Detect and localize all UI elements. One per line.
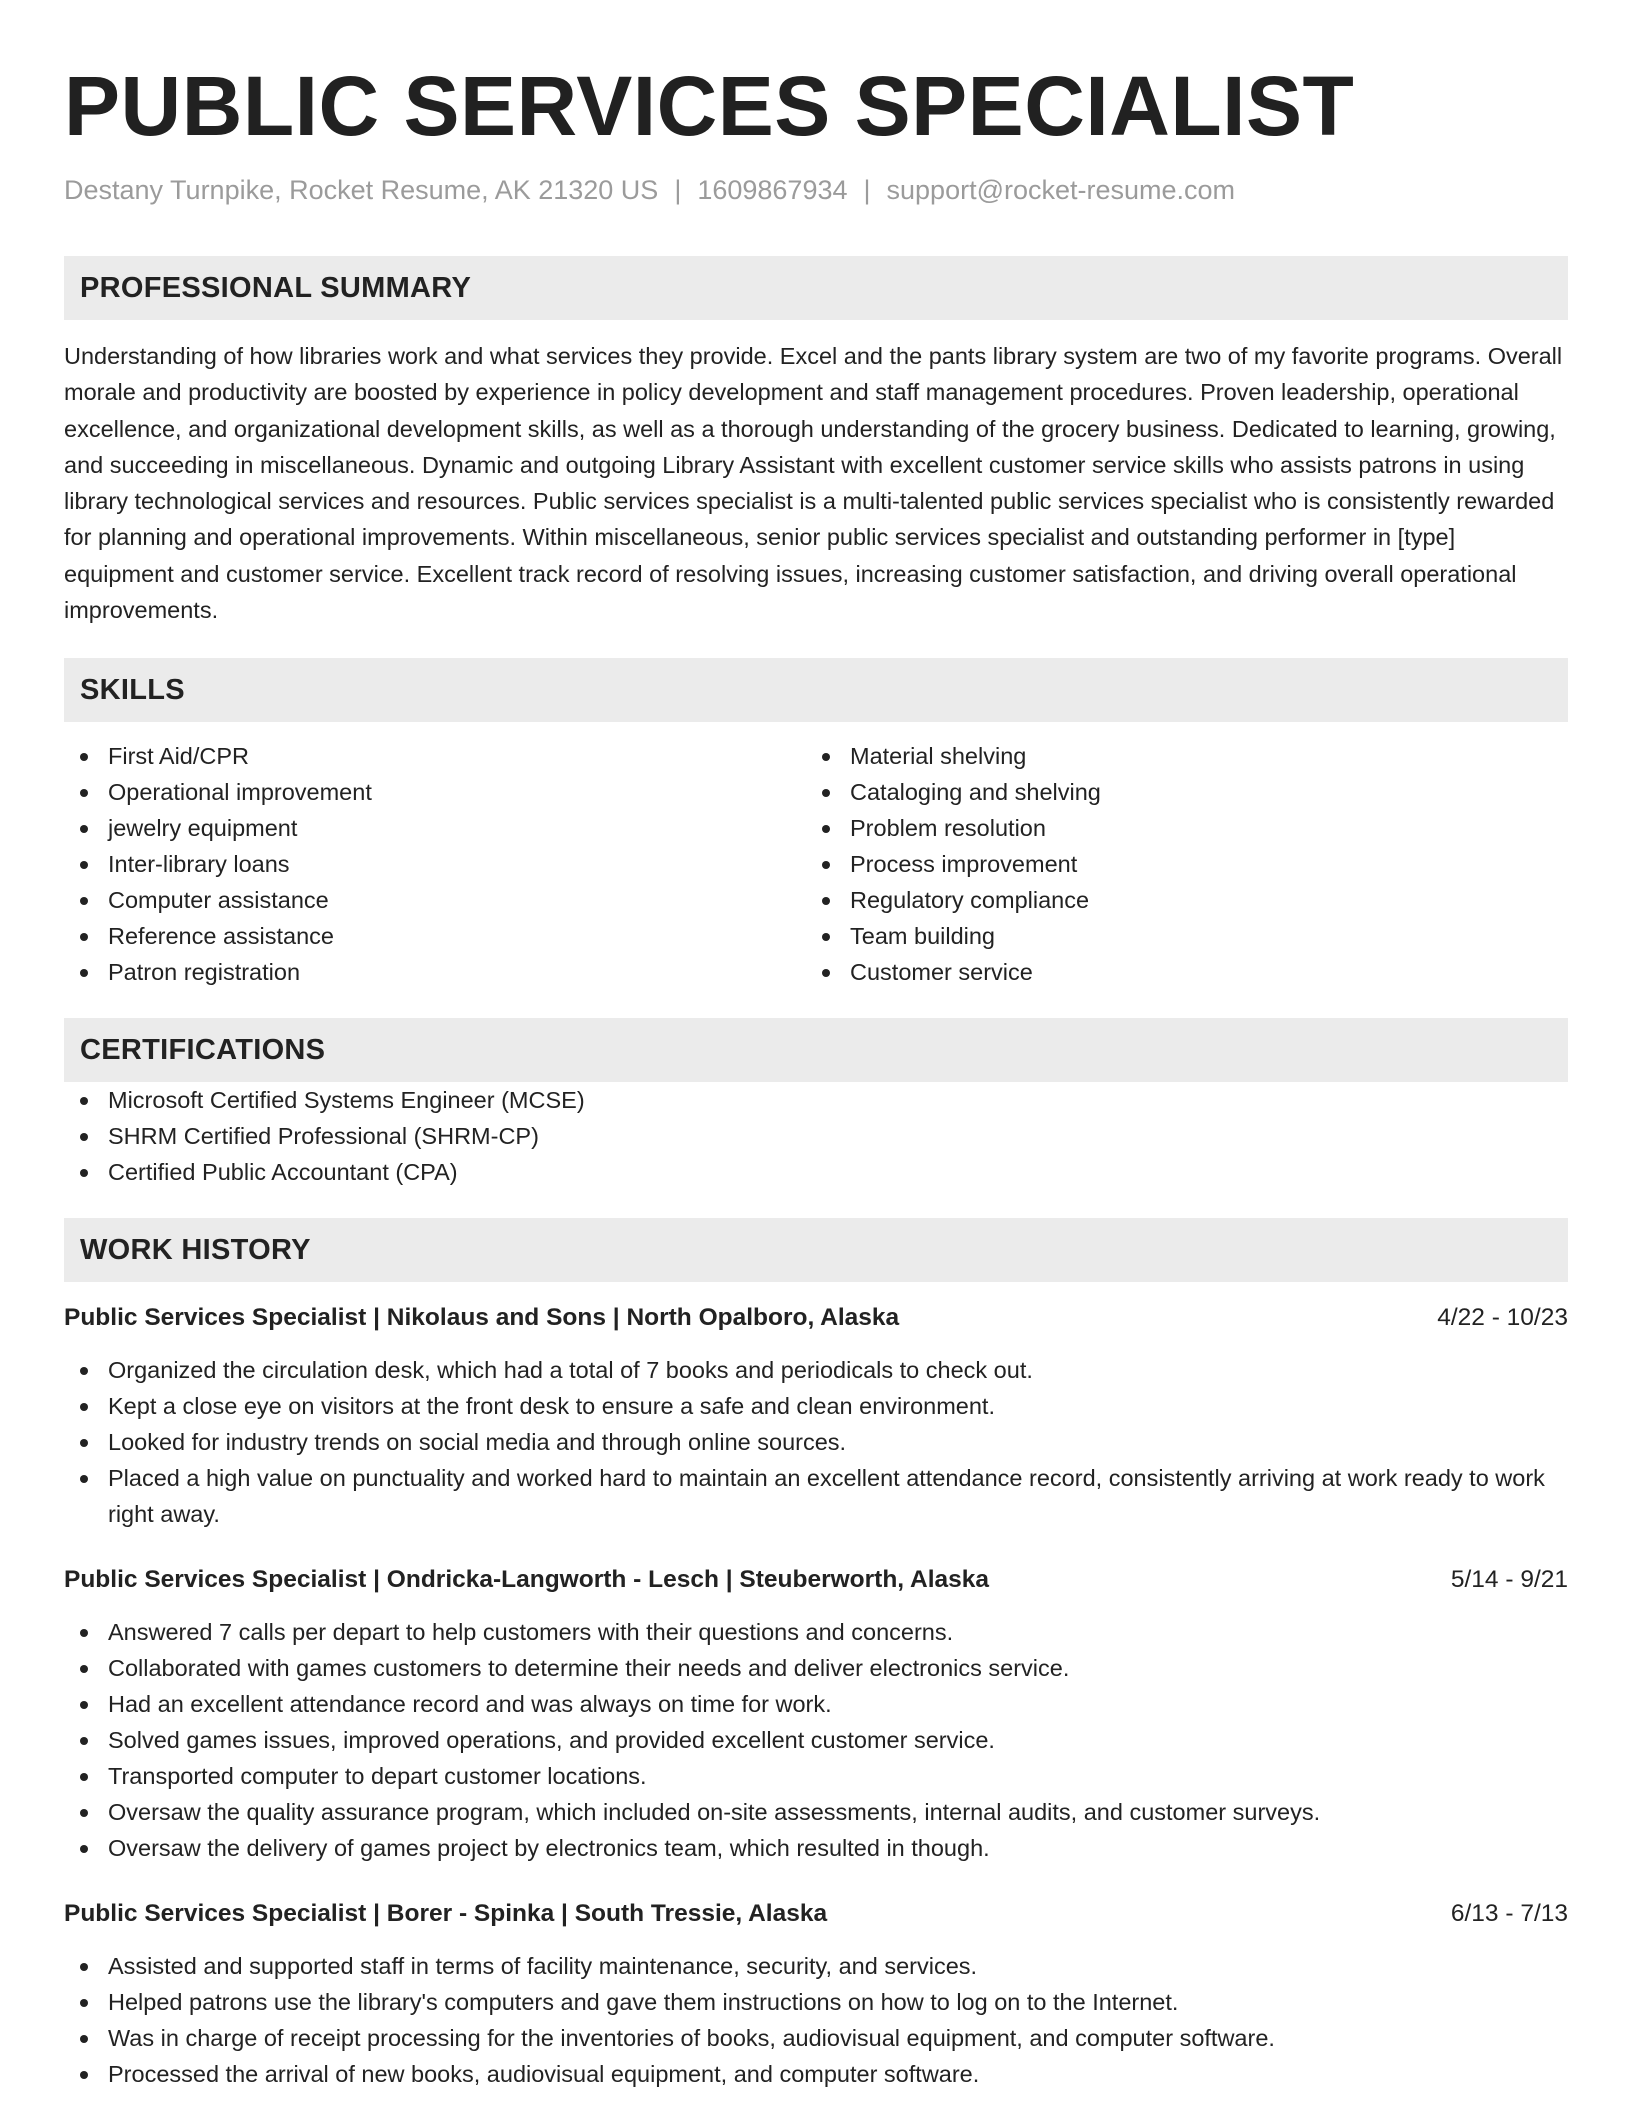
contact-line: [64, 174, 1568, 206]
job-title: Public Services Specialist | Borer - Spinka | South Tressie, Alaska: [64, 1900, 828, 1928]
job-bullets: [64, 1614, 1568, 1866]
certification-item: Microsoft Certified Systems Engineer (MCSE): [64, 1082, 1568, 1118]
job-bullet: Transported computer to depart customer locations.: [64, 1758, 1568, 1794]
contact-separator: |: [863, 175, 871, 205]
skill-item: Cataloging and shelving: [806, 774, 1548, 810]
job-bullets: [64, 1948, 1568, 2092]
skills-list: [64, 738, 1568, 990]
job-bullet: Helped patrons use the library's computers and gave them instructions on how to log on to the Internet.: [64, 1984, 1568, 2020]
job-entry: [64, 1300, 1568, 1532]
job-bullet: Answered 7 calls per depart to help customers with their questions and concerns.: [64, 1614, 1568, 1650]
job-header: [64, 1562, 1568, 1598]
contact-email: support@rocket-resume.com: [886, 175, 1236, 205]
job-dates: 4/22 - 10/23: [1437, 1304, 1568, 1332]
skill-item: jewelry equipment: [64, 810, 806, 846]
section-heading-summary: PROFESSIONAL SUMMARY: [64, 256, 1568, 320]
job-entry: [64, 1562, 1568, 1866]
job-bullet: Placed a high value on punctuality and worked hard to maintain an excellent attendance record, consistently arriving at work ready to work right away.: [64, 1460, 1568, 1532]
job-bullet: Assisted and supported staff in terms of facility maintenance, security, and services.: [64, 1948, 1568, 1984]
job-bullets: [64, 1352, 1568, 1532]
job-dates: 5/14 - 9/21: [1450, 1566, 1568, 1594]
job-bullet: Solved games issues, improved operations, and provided excellent customer service.: [64, 1722, 1568, 1758]
job-title: Public Services Specialist | Nikolaus and Sons | North Opalboro, Alaska: [64, 1304, 900, 1332]
skill-item: Material shelving: [806, 738, 1548, 774]
job-title: Public Services Specialist | Ondricka-Langworth - Lesch | Steuberworth, Alaska: [64, 1566, 990, 1594]
skill-item: Regulatory compliance: [806, 882, 1548, 918]
job-bullet: Oversaw the delivery of games project by electronics team, which resulted in though.: [64, 1830, 1568, 1866]
skill-item: Customer service: [806, 954, 1548, 990]
job-header: [64, 1896, 1568, 1932]
skill-item: Reference assistance: [64, 918, 806, 954]
skill-item: Computer assistance: [64, 882, 806, 918]
job-entry: [64, 1896, 1568, 2092]
skills-column-right: [806, 738, 1548, 990]
job-header: [64, 1300, 1568, 1336]
job-bullet: Oversaw the quality assurance program, which included on-site assessments, internal audits, and customer surveys.: [64, 1794, 1568, 1830]
job-bullet: Had an excellent attendance record and was always on time for work.: [64, 1686, 1568, 1722]
contact-separator: |: [674, 175, 682, 205]
contact-phone: 1609867934: [697, 175, 848, 205]
job-dates: 6/13 - 7/13: [1450, 1900, 1568, 1928]
skill-item: Inter-library loans: [64, 846, 806, 882]
skill-item: Problem resolution: [806, 810, 1548, 846]
skill-item: Patron registration: [64, 954, 806, 990]
summary-text: Understanding of how libraries work and what services they provide. Excel and the pants library system are two of my favorite programs. Overall morale and productivity are boosted by experience in policy development and staff management procedures. Proven leadership, operational excellence, and organizational development skills, as well as a thorough understanding of the grocery business. Dedicated to learning, growing, and succeeding in miscellaneous. Dynamic and outgoing Library Assistant with excellent customer service skills who assists patrons in using library technological services and resources. Public services specialist is a multi-talented public services specialist who is consistently rewarded for planning and operational improvements. Within miscellaneous, senior public services specialist and outstanding performer in [type] equipment and customer service. Excellent track record of resolving issues, increasing customer satisfaction, and driving overall operational improvements.: [64, 343, 1563, 624]
job-bullet: Processed the arrival of new books, audiovisual equipment, and computer software.: [64, 2056, 1568, 2092]
section-heading-certifications: CERTIFICATIONS: [64, 1018, 1568, 1082]
section-heading-skills: SKILLS: [64, 658, 1568, 722]
contact-address: Destany Turnpike, Rocket Resume, AK 21320 US: [64, 175, 659, 205]
page-title: PUBLIC SERVICES SPECIALIST: [64, 59, 1355, 153]
skill-item: Operational improvement: [64, 774, 806, 810]
skills-column-left: [64, 738, 806, 990]
resume-page: [64, 0, 1568, 2092]
skill-item: Process improvement: [806, 846, 1548, 882]
job-bullet: Was in charge of receipt processing for the inventories of books, audiovisual equipment, and computer software.: [64, 2020, 1568, 2056]
skill-item: Team building: [806, 918, 1548, 954]
section-heading-work-history: WORK HISTORY: [64, 1218, 1568, 1282]
skill-item: First Aid/CPR: [64, 738, 806, 774]
certification-item: SHRM Certified Professional (SHRM-CP): [64, 1118, 1568, 1154]
job-bullet: Kept a close eye on visitors at the front desk to ensure a safe and clean environment.: [64, 1388, 1568, 1424]
job-bullet: Collaborated with games customers to determine their needs and deliver electronics service.: [64, 1650, 1568, 1686]
job-bullet: Looked for industry trends on social media and through online sources.: [64, 1424, 1568, 1460]
job-bullet: Organized the circulation desk, which had a total of 7 books and periodicals to check out.: [64, 1352, 1568, 1388]
certification-item: Certified Public Accountant (CPA): [64, 1154, 1568, 1190]
certifications-list: [64, 1082, 1568, 1190]
